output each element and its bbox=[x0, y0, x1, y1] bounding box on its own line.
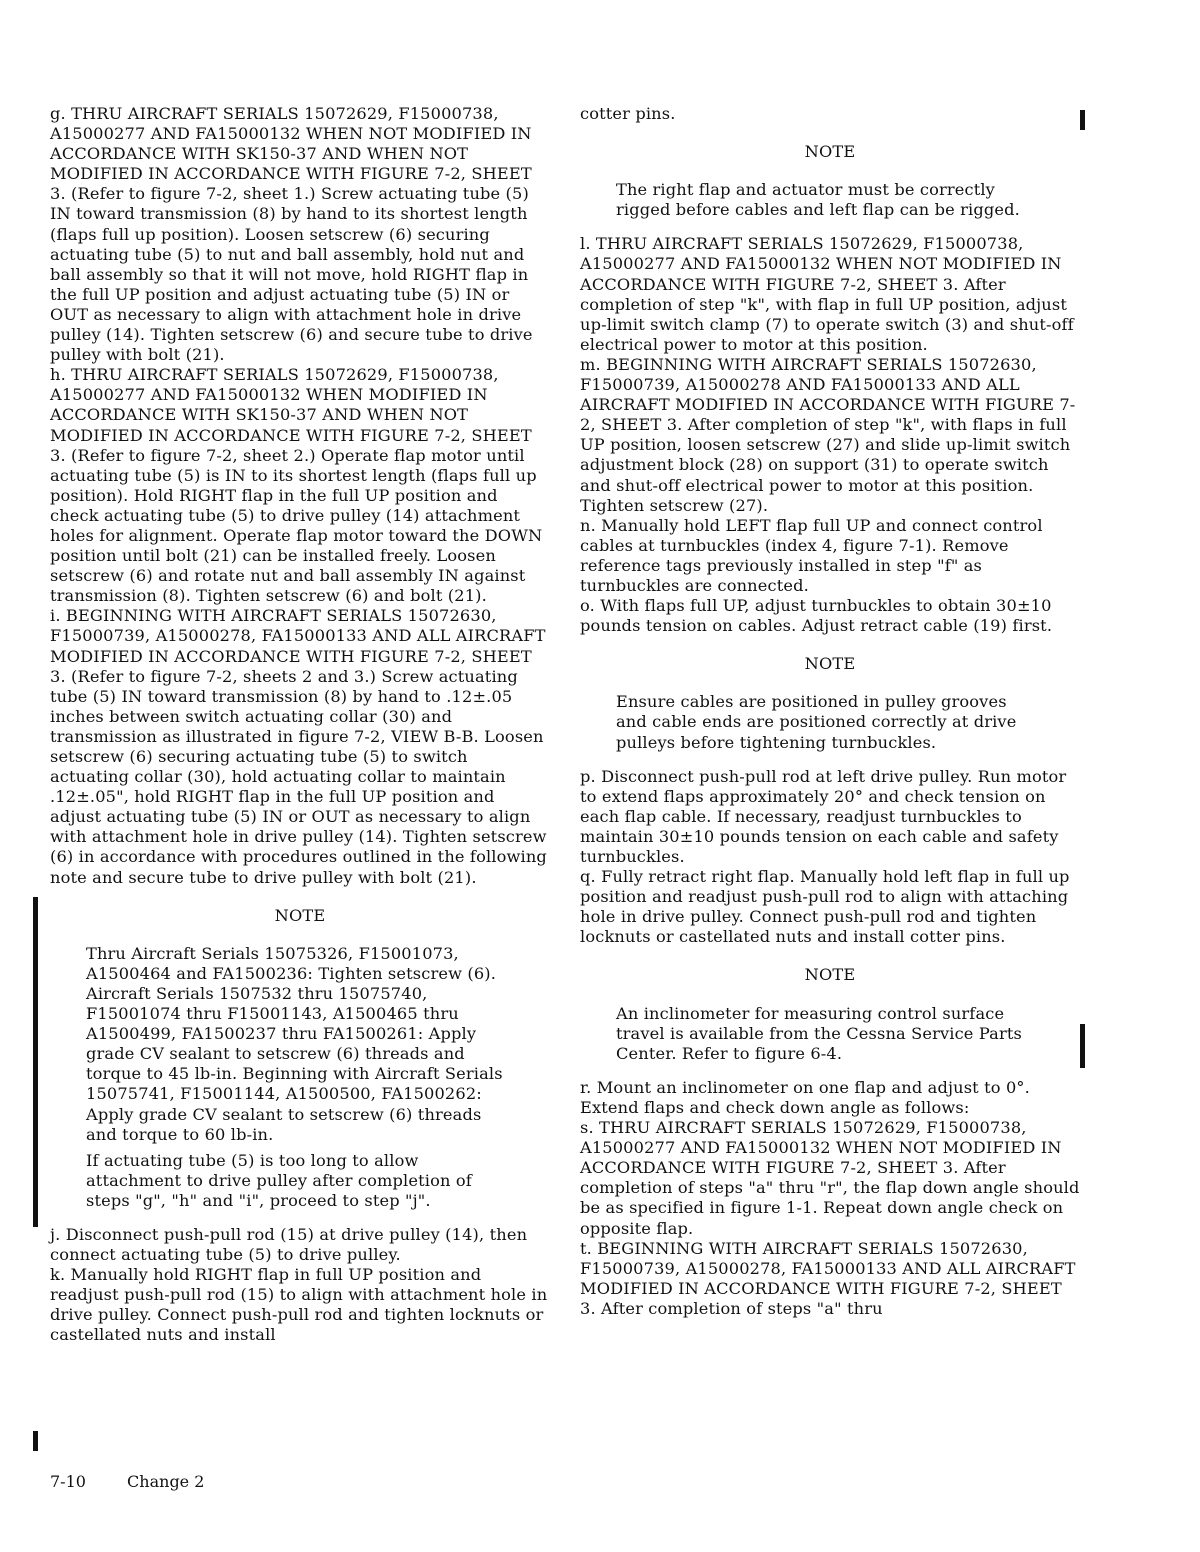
note-text: If actuating tube (5) is too long to allow attachment to drive pulley after completion of steps "g", "h" and "i", proceed to step "j". bbox=[86, 1150, 472, 1210]
right-column bbox=[580, 104, 1080, 1319]
step-q: q. Fully retract right flap. Manually hold left flap in full up position and readjust push-pull rod to align with attaching hole in drive pulley. Connect push-pull rod and tighten locknuts or castellated nuts and install cotter pins. bbox=[580, 867, 1070, 947]
note-heading: NOTE bbox=[804, 142, 856, 162]
page-footer bbox=[50, 1472, 204, 1491]
note-heading: NOTE bbox=[274, 905, 326, 925]
step-n: n. Manually hold LEFT flap full UP and connect control cables at turnbuckles (index 4, figure 7-1). Remove reference tags previously installed in step "f" as turnbuckles are connected. bbox=[580, 515, 1043, 595]
note-heading: NOTE bbox=[804, 654, 856, 674]
step-g: g. THRU AIRCRAFT SERIALS 15072629, F15000738, A15000277 AND FA15000132 WHEN NOT MODIFIED IN ACCORDANCE WITH SK150-37 AND WHEN NOT MODIFIED IN ACCORDANCE WITH FIGURE 7-2, SHEET 3. (Refer to figure 7-2, sheet 1.) Screw actuating tube (5) IN toward transmission (8) by hand to its shortest length (flaps full up position). Loosen setscrew (6) securing actuating tube (5) to nut and ball assembly, hold nut and ball assembly so that it will not move, hold RIGHT flap in the full UP position and adjust actuating tube (5) IN or OUT as necessary to align with attachment hole in drive pulley (14). Tighten setscrew (6) and secure tube to drive pulley with bolt (21). bbox=[50, 104, 533, 365]
note-text: The right flap and actuator must be correctly rigged before cables and left flap can be rigged. bbox=[616, 180, 1020, 220]
page-number: 7-10 bbox=[50, 1472, 86, 1491]
change-label: Change 2 bbox=[127, 1472, 205, 1491]
note-text: Thru Aircraft Serials 15075326, F15001073, A1500464 and FA1500236: Tighten setscrew (6). Aircraft Serials 1507532 thru 15075740, F15001074 thru F15001143, A1500465 thru A1500499, FA1500237 thru FA1500261: Apply grade CV sealant to setscrew (6) threads and torque to 45 lb-in. Beginning with Aircraft Serials 15075741, F15001144, A1500500, FA1500262: Apply grade CV sealant to setscrew (6) threads and torque to 60 lb-in. bbox=[86, 943, 503, 1144]
step-h: h. THRU AIRCRAFT SERIALS 15072629, F15000738, A15000277 AND FA15000132 WHEN MODIFIED IN ACCORDANCE WITH SK150-37 AND WHEN NOT MODIFIED IN ACCORDANCE WITH FIGURE 7-2, SHEET 3. (Refer to figure 7-2, sheet 2.) Operate flap motor until actuating tube (5) is IN to its shortest length (flaps full up position). Hold RIGHT flap in the full UP position and check actuating tube (5) to drive pulley (14) attachment holes for alignment. Operate flap motor toward the DOWN position until bolt (21) can be installed freely. Loosen setscrew (6) and rotate nut and ball assembly IN against transmission (8). Tighten setscrew (6) and bolt (21). bbox=[50, 365, 543, 606]
note-block bbox=[616, 692, 1036, 752]
change-bar bbox=[33, 1431, 38, 1451]
step-k-continued: cotter pins. bbox=[580, 104, 676, 123]
change-bar bbox=[33, 897, 38, 1227]
change-bar bbox=[1080, 1024, 1085, 1068]
step-l: l. THRU AIRCRAFT SERIALS 15072629, F15000738, A15000277 AND FA15000132 WHEN NOT MODIFIED IN ACCORDANCE WITH FIGURE 7-2, SHEET 3. After completion of step "k", with flap in full UP position, adjust up-limit switch clamp (7) to operate switch (3) and shut-off electrical power to motor at this position. bbox=[580, 234, 1074, 354]
step-s: s. THRU AIRCRAFT SERIALS 15072629, F15000738, A15000277 AND FA15000132 WHEN NOT MODIFIED IN ACCORDANCE WITH FIGURE 7-2, SHEET 3. After completion of steps "a" thru "r", the flap down angle should be as specified in figure 1-1. Repeat down angle check on opposite flap. bbox=[580, 1118, 1080, 1238]
step-j: j. Disconnect push-pull rod (15) at drive pulley (14), then connect actuating tube (5) to drive pulley. bbox=[50, 1224, 528, 1265]
note-block bbox=[616, 1004, 1036, 1064]
left-column bbox=[50, 104, 550, 1346]
note-heading: NOTE bbox=[804, 965, 856, 985]
step-m: m. BEGINNING WITH AIRCRAFT SERIALS 15072630, F15000739, A15000278 AND FA15000133 AND ALL AIRCRAFT MODIFIED IN ACCORDANCE WITH FIGURE 7-2, SHEET 3. After completion of step "k", with flaps in full UP position, loosen setscrew (27) and slide up-limit switch adjustment block (28) on support (31) to operate switch and shut-off electrical power to motor at this position. Tighten setscrew (27). bbox=[580, 354, 1076, 515]
step-r: r. Mount an inclinometer on one flap and adjust to 0°. Extend flaps and check down angle as follows: bbox=[580, 1077, 1030, 1117]
step-t: t. BEGINNING WITH AIRCRAFT SERIALS 15072630, F15000739, A15000278, FA15000133 AND ALL AIRCRAFT MODIFIED IN ACCORDANCE WITH FIGURE 7-2, SHEET 3. After completion of steps "a" thru bbox=[580, 1238, 1076, 1318]
step-k: k. Manually hold RIGHT flap in full UP position and readjust push-pull rod (15) to align with attachment hole in drive pulley. Connect push-pull rod and tighten locknuts or castellated nuts and install bbox=[50, 1265, 548, 1345]
note-block bbox=[86, 944, 506, 1211]
step-i: i. BEGINNING WITH AIRCRAFT SERIALS 15072630, F15000739, A15000278, FA15000133 AND ALL AIRCRAFT MODIFIED IN ACCORDANCE WITH FIGURE 7-2, SHEET 3. (Refer to figure 7-2, sheets 2 and 3.) Screw actuating tube (5) IN toward transmission (8) by hand to .12±.05 inches between switch actuating collar (30) and transmission as illustrated in figure 7-2, VIEW B-B. Loosen setscrew (6) securing actuating tube (5) to switch actuating collar (30), hold actuating collar to maintain .12±.05", hold RIGHT flap in the full UP position and adjust actuating tube (5) IN or OUT as necessary to align with attachment hole in drive pulley (14). Tighten setscrew (6) in accordance with procedures outlined in the following note and secure tube to drive pulley with bolt (21). bbox=[50, 606, 547, 887]
change-bar bbox=[1080, 110, 1085, 130]
step-o: o. With flaps full UP, adjust turnbuckles to obtain 30±10 pounds tension on cables. Adjust retract cable (19) first. bbox=[580, 596, 1053, 636]
step-p: p. Disconnect push-pull rod at left drive pulley. Run motor to extend flaps approximately 20° and check tension on each flap cable. If necessary, readjust turnbuckles to maintain 30±10 pounds tension on each cable and safety turnbuckles. bbox=[580, 766, 1067, 866]
note-block bbox=[616, 180, 1036, 220]
note-text: An inclinometer for measuring control surface travel is available from the Cessna Service Parts Center. Refer to figure 6-4. bbox=[616, 1003, 1022, 1063]
note-text: Ensure cables are positioned in pulley grooves and cable ends are positioned correctly at drive pulleys before tightening turnbuckles. bbox=[616, 692, 1017, 752]
